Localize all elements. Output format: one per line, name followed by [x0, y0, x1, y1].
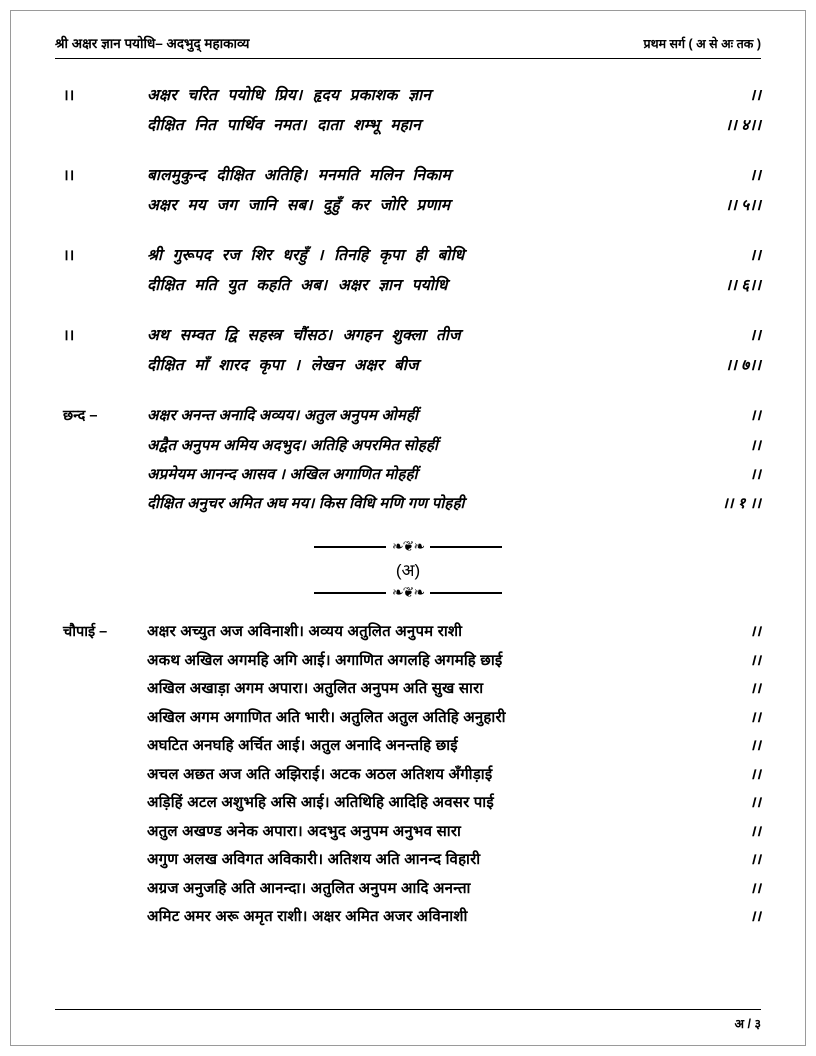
- verse-text: अगुण अलख अविगत अविकारी। अतिशय अति आनन्द विहारी: [147, 851, 481, 868]
- ornament-row-bottom: [55, 584, 761, 602]
- header-title-right: प्रथम सर्ग ( अ से अः तक ): [643, 37, 761, 51]
- verse-text: अथ सम्वत द्वि सहस्त्र चौंसठ। अगहन शुक्ला तीज: [147, 327, 461, 344]
- verse-text: बालमुकुन्द दीक्षित अतिहि। मनमति मलिन निकाम: [147, 167, 451, 184]
- ornament-row-top: [55, 538, 761, 556]
- chaupai-line: [55, 789, 761, 818]
- verse-number: ।।: [749, 623, 761, 640]
- chaupai-line: [55, 761, 761, 790]
- verse-number: ।।: [749, 879, 761, 897]
- section-letter-label: (अ): [395, 561, 421, 580]
- verse-number: ।।: [749, 822, 761, 840]
- verse-text: दीक्षित मति युत कहति अब। अक्षर ज्ञान पयोधि: [147, 277, 448, 294]
- stanza-marker: ।।: [63, 247, 75, 264]
- verse-text: श्री गुरूपद रज शिर धरहुँ । तिनहि कृपा ही बोधि: [147, 247, 465, 264]
- flourish-icon: ❧❦❧: [391, 585, 425, 601]
- divider-line-left: [314, 592, 386, 593]
- verse-text: अक्षर अच्युत अज अविनाशी। अव्यय अतुलित अनुपम राशी: [147, 623, 463, 640]
- stanza-7: [55, 321, 761, 381]
- verse-line: [55, 489, 761, 518]
- stanza-marker: ।।: [63, 87, 75, 104]
- verse-text: अग्रज अनुजहि अति आनन्दा। अतुलित अनुपम आदि अनन्ता: [147, 879, 471, 897]
- stanza-marker: ।।: [63, 167, 75, 184]
- verse-section: [55, 81, 761, 518]
- page-content: [55, 34, 761, 932]
- verse-line: [55, 271, 761, 301]
- verse-text: दीक्षित अनुचर अमित अघ मय। किस विधि मणि गण पोहही: [147, 495, 465, 512]
- verse-line: [55, 401, 761, 431]
- verse-line: [55, 460, 761, 489]
- verse-number: ।।: [749, 327, 761, 344]
- chaupai-line: [55, 675, 761, 704]
- verse-line: [55, 351, 761, 381]
- chaupai-line: [55, 732, 761, 761]
- verse-number: ।।: [749, 737, 761, 754]
- divider-line-right: [430, 546, 502, 547]
- flourish-icon: ❧❦❧: [391, 539, 425, 555]
- verse-text: अप्रमेयम आनन्द आसव । अखिल अगाणित मोहहीं: [147, 466, 418, 483]
- verse-text: अकथ अखिल अगमहि अगि आई। अगाणित अगलहि अगमहि छाई: [147, 651, 503, 669]
- chhand-stanza: [55, 401, 761, 518]
- stanza-marker: ।।: [63, 327, 75, 344]
- verse-text: अतुल अखण्ड अनेक अपारा। अदभुद अनुपम अनुभव सारा: [147, 822, 462, 840]
- verse-text: अड़िहिं अटल अशुभहि असि आई। अतिथिहि आदिहि अवसर पाई: [147, 794, 494, 811]
- verse-number: ।। ६।।: [725, 277, 761, 294]
- chaupai-line: [55, 903, 761, 932]
- verse-line: [55, 81, 761, 111]
- verse-text: अघटित अनघहि अर्चित आई। अतुल अनादि अनन्तहि छाई: [147, 737, 458, 754]
- verse-text: अखिल अखाड़ा अगम अपारा। अतुलित अनुपम अति सुख सारा: [147, 680, 484, 697]
- header-title-left: श्री अक्षर ज्ञान पयोधि– अदभुद् महाकाव्य: [55, 36, 250, 51]
- chaupai-line: [55, 704, 761, 733]
- verse-line: [55, 161, 761, 191]
- verse-number: ।।: [749, 765, 761, 783]
- verse-line: [55, 431, 761, 460]
- verse-text: अचल अछत अज अति अझिराई। अटक अठल अतिशय अँगीड़ाई: [147, 765, 493, 783]
- page-header: [55, 34, 761, 58]
- verse-text: अक्षर अनन्त अनादि अव्यय। अतुल अनुपम ओमहीं: [147, 407, 419, 424]
- section-divider: [55, 538, 761, 602]
- divider-line-right: [430, 592, 502, 593]
- verse-number: ।। ७।।: [725, 357, 761, 374]
- chaupai-line: [55, 846, 761, 875]
- stanza-5: [55, 161, 761, 221]
- verse-text: अक्षर मय जग जानि सब। दुहुँ कर जोरि प्रणाम: [147, 197, 451, 214]
- verse-text: अक्षर चरित पयोधि प्रिय। हृदय प्रकाशक ज्ञान: [147, 87, 432, 104]
- verse-number: ।। ४।।: [725, 117, 761, 134]
- verse-line: [55, 241, 761, 271]
- verse-text: दीक्षित माँ शारद कृपा । लेखन अक्षर बीज: [147, 357, 419, 374]
- stanza-6: [55, 241, 761, 301]
- verse-number: ।।: [749, 680, 761, 697]
- divider-line-left: [314, 546, 386, 547]
- verse-number: ।।: [749, 708, 761, 726]
- chaupai-line: [55, 875, 761, 904]
- verse-text: अमिट अमर अरू अमृत राशी। अक्षर अमित अजर अविनाशी: [147, 908, 468, 925]
- verse-number: ।। १ ।।: [722, 495, 761, 512]
- verse-number: ।।: [749, 87, 761, 104]
- chaupai-line: [55, 818, 761, 847]
- verse-number: ।।: [749, 851, 761, 868]
- page-number: अ / ३: [734, 1017, 761, 1031]
- verse-number: ।।: [749, 407, 761, 424]
- chaupai-line: [55, 618, 761, 647]
- verse-line: [55, 111, 761, 141]
- verse-text: अखिल अगम अगाणित अति भारी। अतुलित अतुल अतिहि अनुहारी: [147, 708, 506, 726]
- chaupai-section: [55, 618, 761, 932]
- verse-number: ।।: [749, 437, 761, 454]
- verse-text: दीक्षित नित पार्थिव नमत। दाता शम्भू महान: [147, 117, 421, 134]
- header-divider-rule: [55, 58, 761, 59]
- stanza-4: [55, 81, 761, 141]
- verse-text: अद्वैत अनुपम अमिय अदभुद। अतिहि अपरमित सोहहीं: [147, 437, 439, 454]
- chaupai-label: चौपाई –: [63, 624, 108, 640]
- verse-number: ।।: [749, 247, 761, 264]
- verse-line: [55, 191, 761, 221]
- page-footer: [55, 1009, 761, 1032]
- chaupai-line: [55, 647, 761, 676]
- verse-number: ।।: [749, 167, 761, 184]
- verse-number: ।।: [749, 908, 761, 925]
- verse-number: ।।: [749, 651, 761, 669]
- verse-number: ।।: [749, 466, 761, 483]
- verse-line: [55, 321, 761, 351]
- chhand-label: छन्द –: [63, 408, 98, 424]
- verse-number: ।। ५।।: [725, 197, 761, 214]
- verse-number: ।।: [749, 794, 761, 811]
